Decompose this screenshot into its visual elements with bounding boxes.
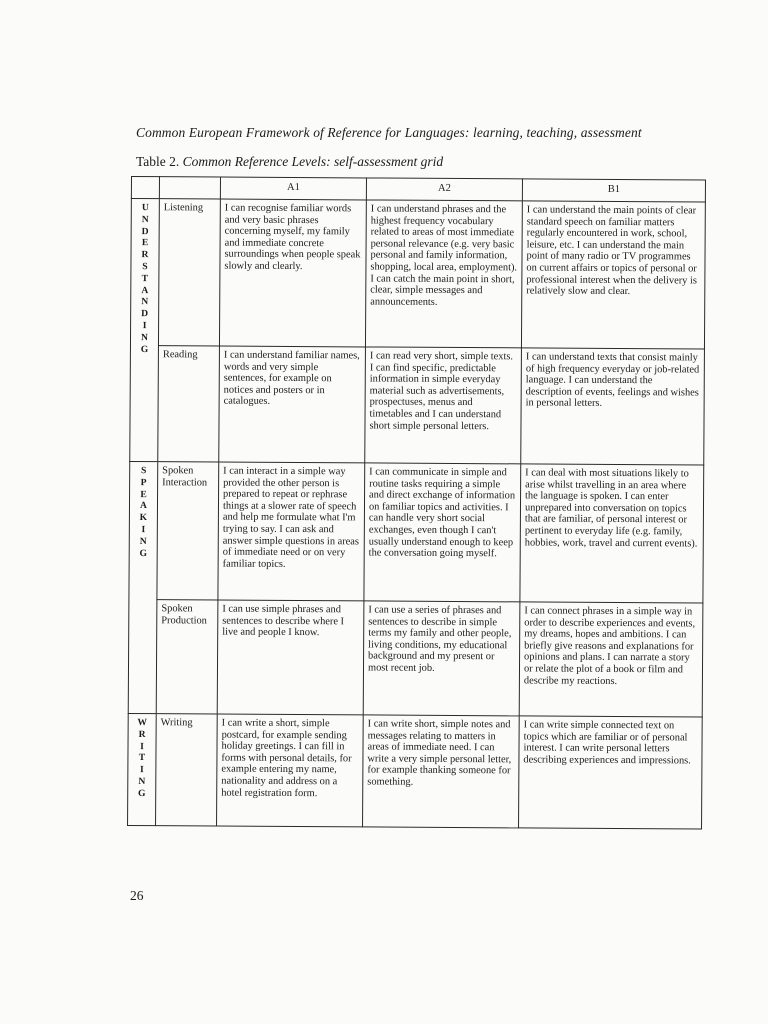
- group-label-letter: N: [139, 535, 147, 547]
- cell-writing-a1: I can write a short, simple postcard, for example sending holiday greetings. I can fill in forms with personal details, for example entering my name, nationality and address on a hotel registration form.: [217, 714, 364, 827]
- column-header-b1: B1: [522, 179, 705, 202]
- cell-reading-a2: I can read very short, simple texts. I can find specific, predictable information in simple everyday material such as advertisements, prospectuses, menus and timetables and I can understand short simple personal letters.: [365, 347, 522, 464]
- cell-writing-a2: I can write short, simple notes and messages relating to matters in areas of immediate need. I can write a very simple personal letter, for example thanking someone for something.: [363, 715, 520, 828]
- cell-listening-a1: I can recognise familiar words and very basic phrases concerning myself, my family and immediate concrete surroundings when people speak slowly and clearly.: [219, 199, 366, 347]
- cell-reading-a1: I can understand familiar names, words and very simple sentences, for example on notices and posters or in catalogues.: [219, 346, 366, 463]
- table-caption: Common Reference Levels: self-assessment grid: [182, 154, 444, 169]
- group-label-letter: I: [142, 320, 147, 332]
- group-label-letter: W: [137, 717, 147, 729]
- group-label-letter: S: [142, 261, 148, 273]
- group-label-letter: I: [140, 740, 144, 752]
- running-header: Common European Framework of Reference for Languages: learning, teaching, assessment: [136, 125, 642, 140]
- cell-writing-b1: I can write simple connected text on topics which are familiar or of personal interest. I can write personal letters describing experiences and impressions.: [519, 716, 703, 829]
- table-row-spoken-production: [128, 599, 703, 717]
- cell-spoken-production-a1: I can use simple phrases and sentences to describe where I live and people I know.: [217, 600, 364, 715]
- cell-spoken-production-b1: I can connect phrases in a simple way in order to describe experiences and events, my dreams, hopes and ambitions. I can briefly give reasons and explanations for opinions and plans. I can narrate a story or relate the plot of a book or film and describe my reactions.: [519, 602, 703, 717]
- skill-reading: Reading: [158, 346, 220, 462]
- group-label-letter: D: [141, 308, 149, 320]
- skill-spoken-production: Spoken Production: [156, 600, 218, 714]
- cell-spoken-interaction-b1: I can deal with most situations likely to arise whilst travelling in an area where the language is spoken. I can enter unprepared into conversation on topics that are familiar, of personal interest or pertinent to everyday life (e.g. family, hobbies, work, travel and current events).: [520, 464, 704, 603]
- table-number: Table 2.: [136, 154, 180, 169]
- group-letters: [135, 202, 155, 355]
- column-header-a2: A2: [366, 178, 522, 201]
- skill-writing: Writing: [156, 714, 218, 826]
- cell-spoken-production-a2: I can use a series of phrases and sentences to describe in simple terms my family and other people, living conditions, my educational background and my present or most recent job.: [363, 601, 520, 716]
- group-label-letter: K: [139, 512, 148, 524]
- page-number: 26: [130, 888, 144, 903]
- group-label-letter: P: [140, 476, 147, 488]
- group-letters: [132, 717, 152, 800]
- corner-cell-1: [131, 177, 159, 199]
- group-label-letter: G: [137, 787, 146, 799]
- group-label-letter: I: [139, 764, 144, 776]
- skill-spoken-interaction: Spoken Interaction: [157, 462, 219, 600]
- column-header-a1: A1: [220, 177, 366, 200]
- group-label-letter: G: [140, 343, 149, 355]
- table-row-listening: [130, 199, 705, 350]
- group-label-letter: N: [141, 213, 149, 225]
- group-label-letter: G: [139, 547, 147, 559]
- table-row-writing: [128, 713, 703, 829]
- group-label-letter: N: [138, 776, 146, 788]
- corner-cell-2: [159, 177, 220, 199]
- table-title: [136, 154, 443, 170]
- skill-listening: Listening: [158, 199, 220, 346]
- group-label-letter: E: [141, 237, 149, 249]
- group-label-letter: A: [139, 500, 147, 512]
- group-label-letter: N: [141, 296, 149, 308]
- self-assessment-grid-wrapper: [127, 176, 706, 830]
- group-label-speaking: [128, 461, 158, 713]
- group-label-letter: T: [138, 752, 146, 764]
- group-label-letter: E: [140, 488, 147, 500]
- group-letters: [134, 465, 154, 559]
- group-label-letter: D: [141, 225, 149, 237]
- cell-listening-b1: I can understand the main points of clear standard speech on familiar matters regularly encountered in work, school, leisure, etc. I can understand the main point of many radio or TV programmes on current affairs or topics of personal or professional interest when the delivery is relatively slow and clear.: [521, 201, 705, 349]
- group-label-letter: S: [140, 465, 147, 477]
- cell-reading-b1: I can understand texts that consist mainly of high frequency everyday or job-related language. I can understand the description of events, feelings and wishes in personal letters.: [521, 348, 705, 465]
- group-label-letter: A: [141, 284, 149, 296]
- group-label-writing: [128, 713, 157, 825]
- table-row-spoken-interaction: [129, 461, 704, 603]
- self-assessment-grid: [127, 176, 706, 830]
- group-label-letter: R: [138, 728, 146, 740]
- group-label-letter: T: [141, 272, 149, 284]
- group-label-letter: I: [141, 524, 146, 536]
- cell-listening-a2: I can understand phrases and the highest frequency vocabulary related to areas of most immediate personal relevance (e.g. very basic personal and family information, shopping, local area, employment). I can catch the main point in short, clear, simple messages and announcements.: [365, 200, 522, 348]
- group-label-letter: U: [141, 202, 149, 214]
- group-label-letter: N: [141, 331, 149, 343]
- table-row-reading: [130, 345, 705, 465]
- group-label-letter: R: [141, 249, 149, 261]
- group-label-understanding: [130, 199, 160, 462]
- cell-spoken-interaction-a2: I can communicate in simple and routine tasks requiring a simple and direct exchange of information on familiar topics and activities. I can handle very short social exchanges, even though I can't usually understand enough to keep the conversation going myself.: [364, 463, 521, 602]
- cell-spoken-interaction-a1: I can interact in a simple way provided the other person is prepared to repeat or rephrase things at a slower rate of speech and help me formulate what I'm trying to say. I can ask and answer simple questions in areas of immediate need or on very familiar topics.: [218, 462, 365, 601]
